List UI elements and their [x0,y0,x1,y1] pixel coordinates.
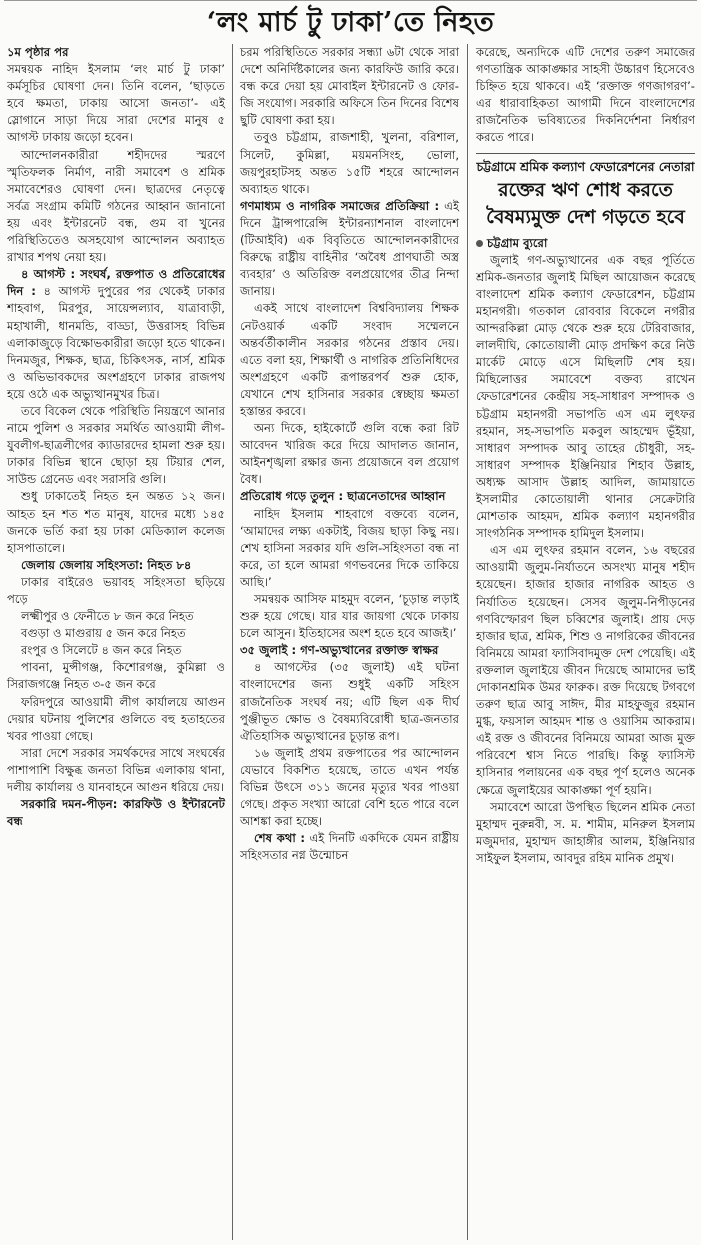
paragraph: শুধু ঢাকাতেই নিহত হন অন্তত ১২ জন। আহত হন শত শত মানুষ, যাদের মধ্যে ১৪৫ জনকে ভর্তি করা হয় ঢাকা মেডিক্যাল কলেজ হাসপাতালে। [7,489,225,555]
paragraph-text: এই দিনে ট্রান্সপারেন্সি ইন্টারন্যাশনাল বাংলাদেশ (টিআইবি) এক বিবৃতিতে আন্দোলনকারীদের বিরুদ্ধে রাষ্ট্রীয় বাহিনীর ‘অবৈধ প্রাণঘাতী অস্ত্র ব্যবহার’ ও অতিরিক্ত বলপ্রয়োগের তীব্র নিন্দা জানায়। [240,198,459,299]
paragraph: ৪ আগস্টের (৩৫ জুলাই) এই ঘটনা বাংলাদেশের জন্য শুধুই একটি সহিংস রাজনৈতিক সংঘর্ষ নয়; এটি ছিল এক দীর্ঘ পুঞ্জীভূত ক্ষোভ ও বৈষম্যবিরোধী ছাত্র-জনতার ঐতিহাসিক অভ্যুত্থানের চূড়ান্ত রূপ। [240,660,459,743]
top-rule [4,0,697,1]
subheading: সরকারি দমন-পীড়ন: কারফিউ ও ইন্টারনেট বন্ধ [7,797,225,829]
bullet-icon [476,240,483,247]
column-divider [467,44,468,1240]
paragraph: তবুও চট্টগ্রাম, রাজশাহী, খুলনা, বরিশাল, সিলেট, কুমিল্লা, ময়মনসিংহ, ভোলা, জয়পুরহাটসহ অন্তত ১৫টি শহরে আন্দোলন অব্যাহত থাকে। [240,130,459,196]
paragraph: সারা দেশে সরকার সমর্থকদের সাথে সংঘর্ষের পাশাপাশি বিক্ষুব্ধ জনতা বিভিন্ন এলাকায় থানা, দলীয় কার্যালয় ও যানবাহনে আগুন ধরিয়ে দেয়। [7,745,225,795]
paragraph: সমন্বয়ক আসিফ মাহমুদ বলেন, ‘চূড়ান্ত লড়াই শুরু হয়ে গেছে। যার যার জায়গা থেকে ঢাকায় চলে আসুন। ইতিহাসের অংশ হতে হবে আজই।’ [240,592,459,641]
subheading: ৪ আগস্ট : সংঘর্ষ, রক্তপাত ও প্রতিরোধের দিন : [7,267,225,299]
paragraph: আন্দোলনকারীরা শহীদদের স্মরণে স্মৃতিফলক নির্মাণ, নারী সমাবেশ ও শ্রমিক সমাবেশেরও ঘোষণা দেন। ছাত্রদের নেতৃত্বে সর্বত্র সংগ্রাম কমিটি গঠনের আহ্বান জানানো হয় এবং ইন্টারনেট বন্ধ, গুম বা খুনের পরিস্থিতিতেও অসহযোগ আন্দোলন অব্যাহত রাখার শপথ নেয়া হয়। [7,147,225,265]
paragraph: ফরিদপুরে আওয়ামী লীগ কার্যালয়ে আগুন দেয়ার ঘটনায় পুলিশের গুলিতে বহু হতাহতের খবর পাওয়া গেছে। [7,694,225,743]
paragraph: রংপুর ও সিলেটে ৪ জন করে নিহত [21,643,182,658]
paragraph: নাহিদ ইসলাম শাহবাগে বক্তব্যে বলেন, ‘আমাদের লক্ষ্য একটাই, বিজয় ছাড়া কিছু নয়। শেখ হাসিনা সরকার যদি গুলি-সহিংসতা বন্ধ না করে, তা হলে আমরা গণভবনের দিকে তাকিয়ে আছি।’ [240,506,459,589]
paragraph [240,198,459,301]
paragraph: চরম পরিস্থিতিতে সরকার সন্ধ্যা ৬টা থেকে সারা দেশে অনির্দিষ্টকালের জন্য কারফিউ জারি করে। বন্ধ করে দেয়া হয় মোবাইল ইন্টারনেট ও ফোর-জি সংযোগ। সরকারি অফিসে তিন দিনের বিশেষ ছুটি ঘোষণা করা হয়। [240,45,459,128]
headline: ‘লং মার্চ টু ঢাকা’তে নিহত [206,7,495,38]
paragraph: সমাবেশে আরো উপস্থিত ছিলেন শ্রমিক নেতা মুহাম্মদ নুরুন্নবী, স. ম. শামীম, মনিরুল ইসলাম মজুমদার, মুহাম্মদ জাহাঙ্গীর আলম, ইঞ্জিনিয়ার সাইফুল ইসলাম, আবদুর রহিম মানিক প্রমুখ। [476,799,695,865]
continued-label: ১ম পৃষ্ঠার পর [7,45,69,59]
sub-story-title: বৈষম্যমুক্ত দেশ গড়তে হবে [486,205,685,228]
sub-story-title: রক্তের ঋণ শোধ করতে [498,178,673,201]
paragraph: তবে বিকেল থেকে পরিস্থিতি নিয়ন্ত্রণে আনার নামে পুলিশ ও সরকার সমর্থিত আওয়ামী লীগ-যুবলীগ-ছাত্রলীগের ক্যাডারদের হামলা শুরু হয়। ঢাকার বিভিন্ন স্থানে ছোড়া হয় টিয়ার শেল, সাউন্ড গ্রেনেড এবং সরাসরি গুলি। [7,403,225,487]
paragraph-text: এই দিনটি একদিকে যেমন রাষ্ট্রীয় সহিংসতার নগ্ন উন্মোচন [240,831,459,863]
paragraph: পাবনা, মুন্সীগঞ্জ, কিশোরগঞ্জ, কুমিল্লা ও সিরাজগঞ্জে নিহত ৩-৫ জন করে [7,660,225,692]
byline-text: চট্টগ্রাম ব্যুরো [487,235,548,250]
paragraph: করেছে, অন্যদিকে এটি দেশের তরুণ সমাজের গণতান্ত্রিক আকাঙ্ক্ষার সাহসী উচ্চারণ হিসেবেও চিহ্নিত হয়ে থাকবে। এই ‘রক্তাক্ত গণজাগরণ’-এর ধারাবাহিকতা আগামী দিনে বাংলাদেশের রাজনৈতিক ভবিষ্যতের দিকনির্দেশনা নির্ধারণ করতে পারে। [476,45,695,145]
byline [476,231,695,252]
subheading: জেলায় জেলায় সহিংসতা: নিহত ৮৪ [21,557,192,572]
paragraph-text: ৪ আগস্ট দুপুরের পর থেকেই ঢাকার শাহবাগ, মিরপুর, সায়েন্সল্যাব, যাত্রাবাড়ী, মহাখালী, ধানমন্ডি, বাড্ডা, উত্তরাসহ বিভিন্ন এলাকাজুড়ে বিক্ষোভকারীরা জড়ো হতে থাকেন। দিনমজুর, শিক্ষক, ছাত্র, চিকিৎসক, নার্স, শ্রমিক ও অভিভাবকদের অংশগ্রহণে ঢাকার রাজপথ হয়ে ওঠে এক অভ্যুত্থানমুখর চিত্র। [7,284,225,401]
subheading: শেষ কথা : [254,831,306,846]
subheading: ৩৫ জুলাই : গণ-অভ্যুত্থানের রক্তাক্ত স্বাক্ষর [240,643,439,658]
article-column-1 [7,44,225,830]
paragraph [7,266,225,403]
paragraph: ঢাকার বাইরেও ভয়াবহ সহিংসতা ছড়িয়ে পড়ে [7,574,225,606]
paragraph: জুলাই গণ-অভ্যুত্থানের এক বছর পূর্তিতে শ্রমিক-জনতার জুলাই মিছিল আয়োজন করেছে বাংলাদেশ শ্রমিক কল্যাণ ফেডারেশন, চট্টগ্রাম মহানগরী। গতকাল রোববার বিকেলে নগরীর আন্দরকিল্লা মোড় থেকে শুরু হয়ে টেরিবাজার, লালদীঘি, কোতোয়ালী মোড় প্রদক্ষিণ করে নিউ মার্কেট মোড়ে এসে মিছিলটি শেষ হয়। মিছিলোত্তর সমাবেশে বক্তব্য রাখেন ফেডারেশনের কেন্দ্রীয় সহ-সাধারণ সম্পাদক ও চট্টগ্রাম মহানগরী সভাপতি এস এম লুৎফর রহমান, সহ-সভাপতি মকবুল আহম্মেদ ভূঁইয়া, সাধারণ সম্পাদক আবু তাহের চৌধুরী, সহ-সাধারণ সম্পাদক ইঞ্জিনিয়ার শিহাব উল্লাহ, অধ্যক্ষ আসাদ উল্লাহ আদিল, জামায়াতে ইসলামীর কোতোয়ালী থানার সেক্রেটারি মোশতাক আহমদ, শ্রমিক কল্যাণ মহানগরীর সাংগঠনিক সম্পাদক হামিদুল ইসলাম। [476,252,695,541]
paragraph: অন্য দিকে, হাইকোর্টে গুলি বন্ধে করা রিট আবেদন খারিজ করে দিয়ে আদালত জানান, আইনশৃঙ্খলা রক্ষার জন্য প্রয়োজনে বল প্রয়োগ বৈধ। [240,421,459,487]
paragraph: লক্ষ্মীপুর ও ফেনীতে ৮ জন করে নিহত [21,609,194,624]
paragraph: এস এম লুৎফর রহমান বলেন, ১৬ বছরের আওয়ামী জুলুম-নির্যাতনে অসংখ্য মানুষ শহীদ হয়েছেন। হাজার হাজার নাগরিক আহত ও নির্যাতিত হয়েছেন। সেসব জুলুম-নিপীড়নের গণবিস্ফোরণ ছিল চব্বিশের জুলাই। প্রায় দেড় হাজার ছাত্র, শ্রমিক, শিশু ও নাগরিকের জীবনের বিনিময়ে আমরা ফ্যাসিবাদমুক্ত দেশ পেয়েছি। এই রক্তলাল জুলাইয়ে জীবন দিয়েছে আমাদের ভাই দোকানশ্রমিক উমর ফারুক। রক্ত দিয়েছে টগবগে তরুণ ছাত্র আবু সাঈদ, মীর মাহফুজুর রহমান মুগ্ধ, ফয়সাল আহমদ শান্ত ও ওয়াসিম আকরাম। এই রক্ত ও জীবনের বিনিময়ে আমরা আজ মুক্ত পরিবেশে শ্বাস নিতে পারছি। কিন্তু ফ্যাসিস্ট হাসিনার পলায়নের এক বছর পূর্ণ হলেও অনেক ক্ষেত্রে জুলাইয়ের আকাঙ্ক্ষা পূর্ণ হয়নি। [476,543,695,797]
sub-story-kicker: চট্টগ্রামে শ্রমিক কল্যাণ ফেডারেশনের নেতারা [476,158,695,174]
subheading: গণমাধ্যম ও নাগরিক সমাজের প্রতিক্রিয়া : [240,198,440,213]
paragraph [240,830,459,864]
paragraph: বগুড়া ও মাগুরায় ৫ জন করে নিহত [21,626,186,641]
paragraph: একই সাথে বাংলাদেশ বিশ্ববিদ্যালয় শিক্ষক নেটওয়ার্ক একটি সংবাদ সম্মেলনে অন্তর্বর্তীকালীন সরকার গঠনের প্রস্তাব দেয়। এতে বলা হয়, শিক্ষার্থী ও নাগরিক প্রতিনিধিদের অংশগ্রহণে একটি রূপান্তরপর্ব শুরু হোক, যেখানে শেখ হাসিনার সরকার স্বেচ্ছায় ক্ষমতা হস্তান্তর করবে। [240,301,459,418]
paragraph: সমন্বয়ক নাহিদ ইসলাম ‘লং মার্চ টু ঢাকা’ কর্মসূচির ঘোষণা দেন। তিনি বলেন, ‘ছাড়তে হবে ক্ষমতা, ঢাকায় আসো জনতা’- এই স্লোগানে সাড়া দিয়ে সারা দেশের মানুষ ৫ আগস্ট ঢাকায় জড়ো হবেন। [7,62,225,145]
paragraph: ১৬ জুলাই প্রথম রক্তপাতের পর আন্দোলন যেভাবে বিকশিত হয়েছে, তাতে এখন পর্যন্ত বিভিন্ন উৎসে ৩১১ জনের মৃত্যুর খবর পাওয়া গেছে। প্রকৃত সংখ্যা আরো বেশি হতে পারে বলে আশঙ্কা করা হচ্ছে। [240,745,459,829]
article-column-2 [240,44,459,865]
subheading: প্রতিরোধ গড়ে তুলুন : ছাত্রনেতাদের আহ্বান [240,489,446,504]
column-divider [232,44,233,1240]
article-column-3 [476,44,695,867]
